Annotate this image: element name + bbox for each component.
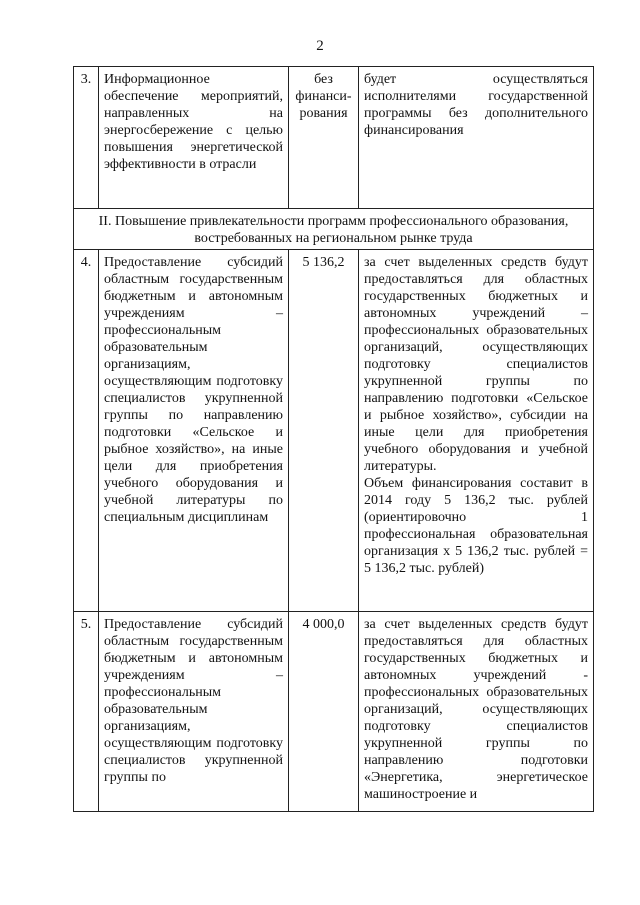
- measure-note: [359, 250, 594, 612]
- note-paragraph: будет осуществляться исполнителями государственной программы без дополнительного финансирования: [364, 72, 588, 138]
- table-row: [74, 250, 594, 612]
- note-paragraph: за счет выделенных средств будут предоставляться для областных государственных бюджетных и автономных учреждений - профессиональных образовательных организаций, осуществляющих подготовку специалистов укрупненной группы по направлению подготовки «Энергетика, энергетическое машиностроение и: [364, 617, 588, 802]
- financing-amount: 5 136,2: [289, 250, 359, 612]
- table-row: [74, 612, 594, 812]
- measure-name: Предоставление субсидий областным государственным бюджетным и автономным учреждениям – профессиональным образовательным организациям, осуществляющим подготовку специалистов укрупненной группы по: [99, 612, 289, 812]
- note-paragraph: за счет выделенных средств будут предоставляться для областных государственных бюджетных и автономных учреждений – профессиональных образовательных организаций, осуществляющих подготовку специалистов укрупненной группы по направлению подготовки «Сельское и рыбное хозяйство», субсидии на иные цели для приобретения учебного оборудования и учебной литературы.: [364, 255, 588, 474]
- section-title: II. Повышение привлекательности программ профессионального образования, востребованных на региональном рынке труда: [74, 209, 594, 250]
- row-number: 4.: [74, 250, 99, 612]
- measure-name: Предоставление субсидий областным государственным бюджетным и автономным учреждениям – профессиональным образовательным организациям, осуществляющим подготовку специалистов укрупненной группы по направлению подготовки «Сельское и рыбное хозяйство», на иные цели для приобретения учебного оборудования и учебной литературы по специальным дисциплинам: [99, 250, 289, 612]
- page-number: 2: [316, 38, 324, 54]
- row-number: 3.: [74, 67, 99, 209]
- table-row: [74, 67, 594, 209]
- section-row: [74, 209, 594, 250]
- program-table: [73, 66, 594, 812]
- note-paragraph: Объем финансирования составит в 2014 году 5 136,2 тыс. рублей (ориентировочно 1 профессиональная образовательная организация х 5 136,2 тыс. рублей = 5 136,2 тыс. рублей): [364, 476, 588, 576]
- measure-name: Информационное обеспечение мероприятий, направленных на энергосбережение с целью повышения энергетической эффективности в отрасли: [99, 67, 289, 209]
- measure-note: [359, 67, 594, 209]
- measure-note: [359, 612, 594, 812]
- row-number: 5.: [74, 612, 99, 812]
- financing-amount: без финанси-рования: [289, 67, 359, 209]
- financing-amount: 4 000,0: [289, 612, 359, 812]
